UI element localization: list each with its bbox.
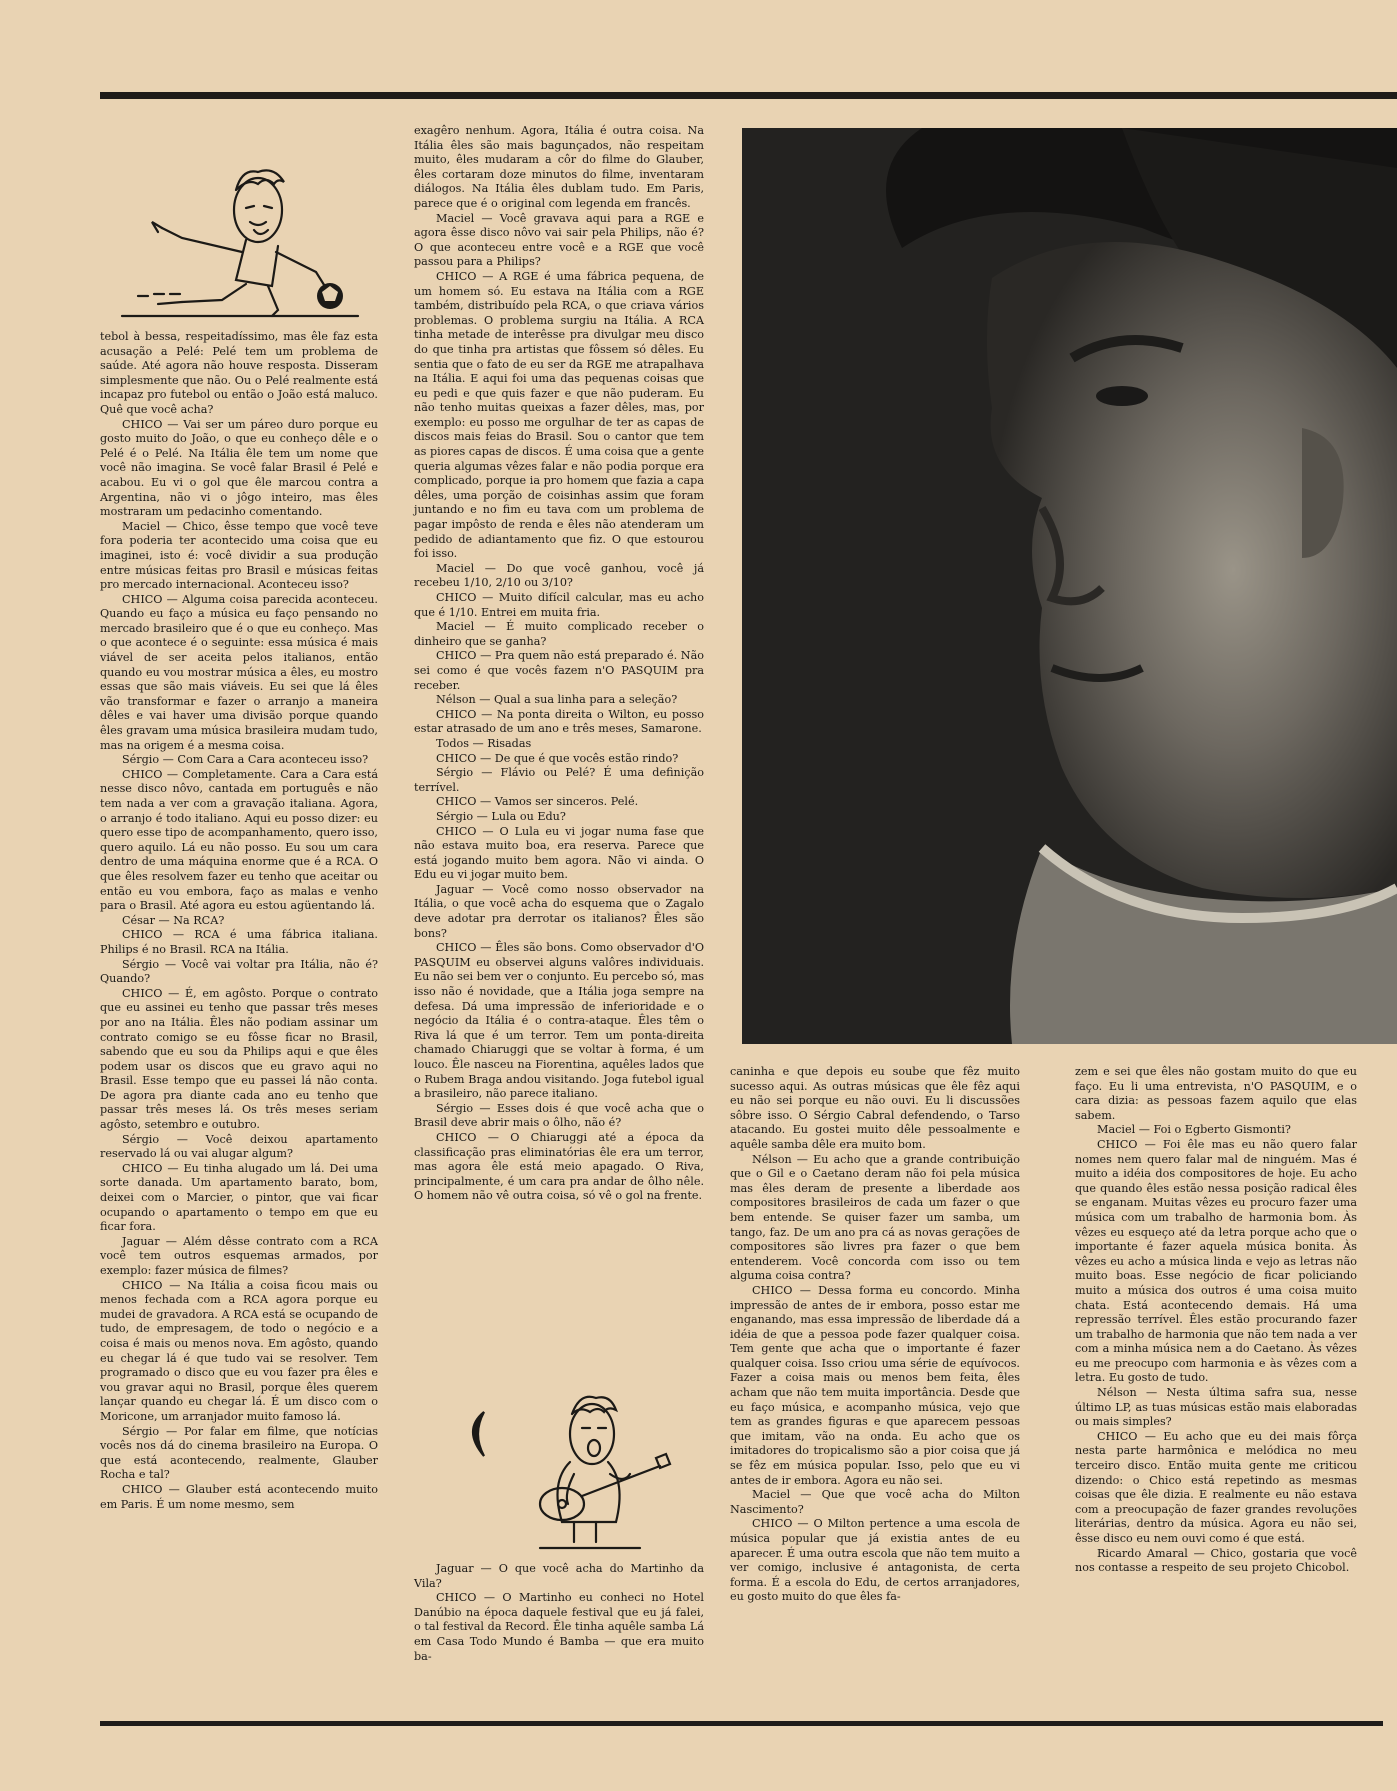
paragraph: CHICO — Dessa forma eu concordo. Minha impressão de antes de ir embora, posso estar me enganando, mas essa impressão de liberdade dá a idéia de que a pessoa pode fazer qualquer coisa. Tem gente que acha que o importante é fazer qualquer coisa. Isso criou uma série de equívocos. Fazer a coisa mais ou menos bem feita, êles acham que não tem muita importância. Desde que eu faço música, e acompanho música, vejo que tem as grandes figuras e que aparecem pessoas que imitam, vão na onda. Eu acho que os imitadores do tropicalismo são a pior coisa que já se fêz em música popular. Isso, pelo que eu vi antes de ir embora. Agora eu não sei. bbox=[730, 1283, 1020, 1487]
column-4 bbox=[1075, 1065, 1357, 1576]
paragraph: CHICO — O Lula eu vi jogar numa fase que não estava muito boa, era reserva. Parece que está jogando muito bem agora. Não vi ainda. O Edu eu vi jogar muito bem. bbox=[414, 824, 704, 882]
column-1 bbox=[100, 330, 378, 1512]
paragraph: CHICO — O Milton pertence a uma escola de música popular que já existia antes de eu aparecer. É uma outra escola que não tem muito a ver comigo, inclusive é antagonista, de certa forma. É a escola do Edu, de certos arranjadores, eu gosto muito do que êles fa- bbox=[730, 1517, 1020, 1604]
paragraph: CHICO — Eu tinha alugado um lá. Dei uma sorte danada. Um apartamento barato, bom, deixei com o Marcier, o pintor, que vai ficar ocupando o apartamento o tempo em que eu ficar fora. bbox=[100, 1161, 378, 1234]
paragraph: Nélson — Eu acho que a grande contribuição que o Gil e o Caetano deram não foi pela música mas êles deram de presente a liberdade aos compositores brasileiros de cada um fazer o que bem entende. Se quiser fazer um samba, um tango, faz. De um ano pra cá as novas gerações de compositores são livres pra fazer o que bem entenderem. Você concorda com isso ou tem alguma coisa contra? bbox=[730, 1152, 1020, 1283]
paragraph: exagêro nenhum. Agora, Itália é outra coisa. Na Itália êles são mais bagunçados, não respeitam muito, êles mudaram a côr do filme do Glauber, êles cortaram doze minutos do filme, inventaram diálogos. Na Itália êles dublam tudo. Em Paris, parece que é o original com legenda em francês. bbox=[414, 124, 704, 210]
paragraph: tebol à bessa, respeitadíssimo, mas êle faz esta acusação a Pelé: Pelé tem um problema de saúde. Até agora não houve resposta. Disseram simplesmente que não. Ou o Pelé realmente está incapaz pro futebol ou então o João está maluco. Quê que você acha? bbox=[100, 330, 378, 416]
paragraph: Sérgio — Esses dois é que você acha que o Brasil deve abrir mais o ôlho, não é? bbox=[414, 1101, 704, 1130]
paragraph: Maciel — Foi o Egberto Gismonti? bbox=[1097, 1123, 1291, 1137]
guitarist-cartoon bbox=[450, 1388, 690, 1556]
paragraph: Todos — Risadas bbox=[436, 736, 532, 750]
column-3 bbox=[730, 1065, 1020, 1605]
column-2 bbox=[414, 124, 704, 1204]
paragraph: CHICO — Eu acho que eu dei mais fôrça nesta parte harmônica e melódica no meu terceiro disco. Então muita gente me criticou dizendo: o Chico está repetindo as mesmas coisas que êle dizia. E realmente eu não estava com a preocupação de fazer grandes revoluções literárias, dentro da música. Agora eu não sei, êsse disco eu nem ouvi como é que está. bbox=[1075, 1429, 1357, 1545]
paragraph: Ricardo Amaral — Chico, gostaria que você nos contasse a respeito de seu projeto Chicobol. bbox=[1075, 1546, 1357, 1575]
paragraph: CHICO — Foi êle mas eu não quero falar nomes nem quero falar mal de ninguém. Mas é muito a idéia dos compositores de hoje. Eu acho que quando êles estão nessa posição radical êles se enganam. Muitas vêzes eu procuro fazer uma música com um trabalho de harmonia bom. Às vêzes eu esqueço até da letra porque acho que o importante é fazer aquela música bonita. Às vêzes eu acho a música linda e vejo as letras não muito boas. Esse negócio de ficar policiando muito a música dos outros é uma coisa muito chata. Está acontecendo demais. Há uma repressão terrível. Êles estão procurando fazer um trabalho de harmonia que não tem nada a ver com a minha música nem a do Caetano. Às vêzes eu me preocupo com harmonia e às vêzes com a letra. Eu gosto de tudo. bbox=[1075, 1137, 1357, 1385]
bottom-rule bbox=[100, 1721, 1383, 1726]
paragraph: CHICO — O Chiaruggi até a época da classificação pras eliminatórias êle era um terror, mas agora êle está meio apagado. O Riva, principalmente, é um cara pra andar de ôlho nêle. O homem não vê outra coisa, só vê o gol na frente. bbox=[414, 1130, 704, 1203]
paragraph: CHICO — Completamente. Cara a Cara está nesse disco nôvo, cantada em português e não tem nada a ver com a gravação italiana. Agora, o arranjo é todo italiano. Aqui eu posso dizer: eu quero esse tipo de acompanhamento, quero isso, quero aquilo. Lá eu não posso. Eu sou um cara dentro de uma máquina enorme que é a RCA. O que êles resolvem fazer eu tenho que aceitar ou então eu vou embora, faço as malas e venho para o Brasil. Até agora eu estou agüentando lá. bbox=[100, 767, 378, 913]
paragraph: César — Na RCA? bbox=[122, 913, 225, 927]
paragraph: CHICO — Muito difícil calcular, mas eu acho que é 1/10. Entrei em muita fria. bbox=[414, 591, 704, 619]
paragraph: CHICO — Êles são bons. Como observador d'O PASQUIM eu observei alguns valôres individuais. Eu não sei bem ver o conjunto. Eu percebo só, mas isso não é novidade, que a Itália joga sempre na defesa. Dá uma impressão de inferioridade e o negócio da Itália é o contra-ataque. Êles têm o Riva lá que é um terror. Tem um ponta-direita chamado Chiaruggi que se voltar à forma, é um louco. Êle nasceu na Fiorentina, aquêles lados que o Rubem Braga andou visitando. Joga futebol igual a brasileiro, não parece italiano. bbox=[414, 941, 704, 1101]
paragraph: CHICO — De que é que vocês estão rindo? bbox=[436, 751, 679, 765]
paragraph: Nélson — Qual a sua linha para a seleção? bbox=[436, 693, 678, 707]
paragraph: Jaguar — O que você acha do Martinho da Vila? bbox=[414, 1562, 704, 1590]
paragraph: CHICO — A RGE é uma fábrica pequena, de um homem só. Eu estava na Itália com a RGE também, distribuído pela RCA, o que criava vários problemas. O problema surgiu na Itália. A RCA tinha metade de interêsse pra divulgar meu disco do que tinha pra artistas que fôssem só dêles. Eu sentia que o fato de eu ser da RGE me atrapalhava na Itália. E aqui foi uma das pequenas coisas que eu pedi e que quis fazer e que não puderam. Eu não tenho muitas queixas a fazer dêles, mas, por exemplo: eu posso me orgulhar de ter as capas de discos mais feias do Brasil. Sou o cantor que tem as piores capas de discos. É uma coisa que a gente queria algumas vêzes falar e não podia porque era complicado, porque ia pro homem que fazia a capa dêles, uma porção de coisinhas assim que foram juntando e no fim eu tava com um problema de pagar impôsto de renda e êles não atenderam um pedido de adiantamento que fiz. O que estourou foi isso. bbox=[414, 269, 704, 561]
portrait-photo bbox=[742, 128, 1397, 1044]
paragraph: Maciel — Do que você ganhou, você já recebeu 1/10, 2/10 ou 3/10? bbox=[414, 561, 704, 590]
paragraph: CHICO — Na Itália a coisa ficou mais ou menos fechada com a RCA agora porque eu mudei de gravadora. A RCA está se ocupando de tudo, de empresagem, de todo o negócio e a coisa é mais ou menos nova. Em agôsto, quando eu chegar lá é que tudo vai se resolver. Tem programado o disco que eu vou fazer pra êles e vou gravar aqui no Brasil, porque êles querem lançar quando eu chegar lá. É um disco com o Moricone, um arranjador muito famoso lá. bbox=[100, 1278, 378, 1423]
paragraph: CHICO — Pra quem não está preparado é. Não sei como é que vocês fazem n'O PASQUIM pra receber. bbox=[414, 649, 704, 692]
paragraph: CHICO — Vai ser um páreo duro porque eu gosto muito do João, o que eu conheço dêle e o Pelé é o Pelé. Na Itália êle tem um nome que você não imagina. Se você falar Brasil é Pelé e acabou. Eu vi o gol que êle marcou contra a Argentina, não vi o jôgo inteiro, mas êles mostraram um pedacinho comentando. bbox=[100, 417, 378, 519]
paragraph: Maciel — Você gravava aqui para a RGE e agora êsse disco nôvo vai sair pela Philips, não é? O que aconteceu entre você e a RGE que você passou para a Philips? bbox=[414, 211, 704, 269]
paragraph: Nélson — Nesta última safra sua, nesse último LP, as tuas músicas estão mais elaboradas ou mais simples? bbox=[1075, 1386, 1357, 1429]
footballer-cartoon bbox=[118, 160, 378, 320]
paragraph: Sérgio — Com Cara a Cara aconteceu isso? bbox=[122, 753, 369, 767]
paragraph: Sérgio — Por falar em filme, que notícias vocês nos dá do cinema brasileiro na Europa. O que está acontecendo, realmente, Glauber Rocha e tal? bbox=[100, 1424, 378, 1482]
paragraph: CHICO — RCA é uma fábrica italiana. Philips é no Brasil. RCA na Itália. bbox=[100, 928, 378, 956]
paragraph: Sérgio — Você deixou apartamento reservado lá ou vai alugar algum? bbox=[100, 1132, 378, 1161]
paragraph: Maciel — Que que você acha do Milton Nascimento? bbox=[730, 1488, 1020, 1516]
paragraph: CHICO — O Martinho eu conheci no Hotel Danúbio na época daquele festival que eu já falei, o tal festival da Record. Êle tinha aquêle samba Lá em Casa Todo Mundo é Bamba — que era muito ba- bbox=[414, 1591, 704, 1663]
paragraph: CHICO — É, em agôsto. Porque o contrato que eu assinei eu tenho que passar três meses por ano na Itália. Êles não podiam assinar um contrato comigo se eu fôsse ficar no Brasil, sabendo que eu sou da Philips aqui e que êles podem usar os discos que eu gravo aqui no Brasil. Esse tempo que eu passei lá não conta. De agora pra diante cada ano eu tenho que passar três meses lá. Os três meses seriam agôsto, setembro e outubro. bbox=[100, 986, 378, 1132]
paragraph: Jaguar — Você como nosso observador na Itália, o que você acha do esquema que o Zagalo deve adotar pra derrotar os italianos? Êles são bons? bbox=[414, 882, 704, 940]
paragraph: Sérgio — Lula ou Edu? bbox=[436, 809, 566, 823]
paragraph: zem e sei que êles não gostam muito do que eu faço. Eu li uma entrevista, n'O PASQUIM, e o cara dizia: as pessoas fazem aquilo que elas sabem. bbox=[1075, 1065, 1357, 1122]
paragraph: CHICO — Alguma coisa parecida aconteceu. Quando eu faço a música eu faço pensando no mercado brasileiro que é o que eu conheço. Mas o que acontece é o seguinte: essa música é mais viável de ser aceita pelos italianos, então quando eu vou mostrar música a êles, eu mostro essas que são mais viáveis. Eu sei que lá êles vão transformar e fazer o arranjo a maneira dêles e vai haver uma divisão porque quando êles gravam uma música brasileira mudam tudo, mas na origem é a mesma coisa. bbox=[100, 592, 378, 752]
top-rule bbox=[100, 92, 1397, 99]
paragraph: caninha e que depois eu soube que fêz muito sucesso aqui. As outras músicas que êle fêz aqui eu não sei porque eu não ouvi. Eu li discussões sôbre isso. O Sérgio Cabral defendendo, o Tarso atacando. Eu gostei muito dêle pessoalmente e aquêle samba dêle era muito bom. bbox=[730, 1065, 1020, 1151]
paragraph: CHICO — Vamos ser sinceros. Pelé. bbox=[436, 795, 639, 809]
paragraph: CHICO — Na ponta direita o Wilton, eu posso estar atrasado de um ano e três meses, Samarone. bbox=[414, 707, 704, 736]
paragraph: CHICO — Glauber está acontecendo muito em Paris. É um nome mesmo, sem bbox=[100, 1482, 378, 1511]
paragraph: Maciel — É muito complicado receber o dinheiro que se ganha? bbox=[414, 620, 704, 648]
paragraph: Maciel — Chico, êsse tempo que você teve fora poderia ter acontecido uma coisa que eu imaginei, isto é: você dividir a sua produção entre músicas feitas pro Brasil e músicas feitas pro mercado internacional. Aconteceu isso? bbox=[100, 519, 378, 592]
paragraph: Sérgio — Flávio ou Pelé? É uma definição terrível. bbox=[414, 766, 704, 794]
paragraph: Jaguar — Além dêsse contrato com a RCA você tem outros esquemas armados, por exemplo: fazer música de filmes? bbox=[100, 1234, 378, 1277]
column-2-bottom bbox=[414, 1562, 704, 1664]
paragraph: Sérgio — Você vai voltar pra Itália, não é? Quando? bbox=[100, 957, 378, 986]
